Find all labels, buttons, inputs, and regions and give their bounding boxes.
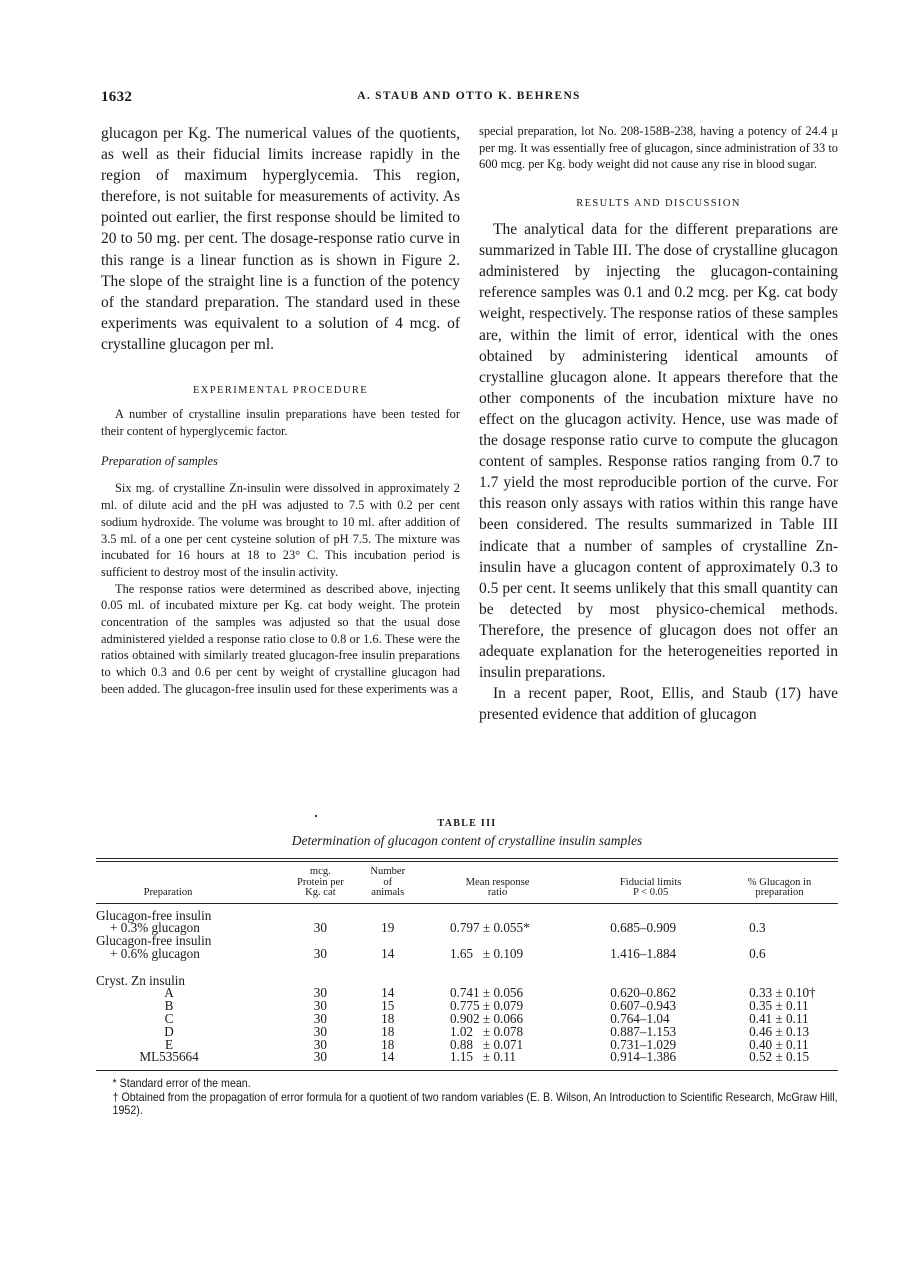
cell-fiducial: 0.887–1.153 — [610, 1023, 677, 1039]
cell-mcg: 30 — [313, 1049, 327, 1065]
cell-preparation: E — [165, 1036, 174, 1052]
cell-percent-glucagon: 0.33 ± 0.10† — [749, 985, 816, 1001]
footnote-asterisk: * Standard error of the mean. — [112, 1077, 251, 1091]
cell-fiducial: 0.764–1.04 — [610, 1011, 670, 1027]
cell-mean-ratio: 1.65 ± 0.109 — [449, 945, 524, 961]
cell-preparation: C — [164, 1011, 174, 1027]
cell-fiducial: 0.731–1.029 — [610, 1036, 677, 1052]
table-bottom-rule — [96, 1070, 838, 1071]
results-paragraph-2: In a recent paper, Root, Ellis, and Staub (17) have presented evidence that addition of glucagon — [479, 685, 838, 724]
header-percent-glucagon: % Glucagon in preparation — [747, 876, 812, 898]
table-row — [96, 1051, 838, 1064]
cell-mean-ratio: 1.02 ± 0.078 — [449, 1023, 524, 1039]
table-iii — [96, 818, 838, 1117]
page-number: 1632 — [101, 89, 133, 105]
cell-mcg: 30 — [313, 1036, 327, 1052]
cell-preparation: D — [164, 1023, 174, 1039]
cell-mcg: 30 — [313, 985, 327, 1001]
cell-percent-glucagon: 0.52 ± 0.15 — [749, 1049, 810, 1065]
cell-percent-glucagon: 0.40 ± 0.11 — [749, 1036, 809, 1052]
table-label: TABLE III — [437, 818, 497, 829]
cell-mcg: 30 — [313, 1023, 327, 1039]
cell-fiducial: 0.914–1.386 — [610, 1049, 677, 1065]
cell-animals: 14 — [381, 945, 395, 961]
header-number-of-animals: Number of animals — [370, 866, 406, 898]
cell-preparation: + 0.3% glucagon — [110, 920, 200, 936]
cell-mean-ratio: 0.775 ± 0.079 — [449, 998, 524, 1014]
results-paragraph-1: The analytical data for the different preparations are summarized in Table III. The dose of crystalline glucagon administered by injecting the glucagon-containing reference samples was 0.1 and 0.2 mcg. per Kg. cat body weight, respectively. The response ratios of these samples are, within the limit of error, identical with the ones obtained by administering identical amounts of crystalline glucagon alone. It appears therefore that the other components of the incubation mixture have no effect on the glucagon activity. Hence, use was made of the dosage response ratio curve to compute the glucagon content of samples. Response ratios ranging from 0.7 to 1.7 yield the most reproducible portion of the curve. For this reason only assays with ratios within this range have been considered. The results summarized in Table III indicate that a number of samples of crystalline Zn-insulin have a glucagon content of approximately 0.3 to 0.5 per cent. It seems unlikely that this small quantity can be detected by most physico-chemical methods. Therefore, the presence of glucagon does not offer an adequate explanation for the heterogeneities reported in insulin preparations. — [479, 221, 838, 682]
cell-percent-glucagon: 0.35 ± 0.11 — [749, 998, 809, 1014]
cell-fiducial: 0.607–0.943 — [610, 998, 677, 1014]
cell-preparation: A — [164, 985, 174, 1001]
cell-mean-ratio: 0.902 ± 0.066 — [449, 1011, 524, 1027]
data-table — [96, 862, 838, 1064]
cell-fiducial: 0.685–0.909 — [610, 920, 677, 936]
cell-preparation: B — [164, 998, 174, 1014]
page-header — [101, 89, 837, 109]
cell-fiducial: 1.416–1.884 — [610, 945, 677, 961]
header-mcg-protein: mcg. Protein per Kg. cat — [296, 866, 344, 898]
procedure-intro-paragraph: A number of crystalline insulin preparations have been tested for their content of hyperglycemic factor. — [101, 407, 460, 438]
footnote-dagger: † Obtained from the propagation of error formula for a quotient of two random variables (E. B. Wilson, An Introduction to Scientific Research, McGraw Hill, 1952). — [112, 1090, 838, 1118]
cell-preparation: Glucagon-free insulin — [96, 933, 212, 949]
cell-mean-ratio: 0.741 ± 0.056 — [449, 985, 524, 1001]
cell-animals: 15 — [381, 998, 395, 1014]
cell-animals: 18 — [381, 1036, 395, 1052]
cell-fiducial: 0.620–0.862 — [610, 985, 677, 1001]
continuation-paragraph: special preparation, lot No. 208-158B-238, having a potency of 24.4 μ per mg. It was essentially free of glucagon, since administration of 33 to 600 mcg. per Kg. body weight did not cause any rise in blood sugar. — [479, 124, 838, 172]
cell-percent-glucagon: 0.46 ± 0.13 — [749, 1023, 810, 1039]
table-footnotes — [96, 1077, 839, 1117]
stray-mark — [315, 815, 317, 817]
cell-mcg: 30 — [313, 945, 327, 961]
header-mean-response-ratio: Mean response ratio — [465, 876, 530, 898]
running-head: A. STAUB AND OTTO K. BEHRENS — [357, 90, 581, 102]
section-heading-experimental: EXPERIMENTAL PROCEDURE — [192, 385, 369, 397]
table-row — [96, 948, 838, 961]
samples-paragraph-1: Six mg. of crystalline Zn-insulin were dissolved in approximately 2 ml. of dilute acid and the pH was adjusted to 7.5 with 0.2 per cent sodium hydroxide. The volume was brought to 10 ml. after addition of 3.5 ml. of a one per cent cysteine solution of pH 7.5. The mixture was incubated for 16 hours at 18 to 23° C. This incubation period is sufficient to destroy most of the insulin activity. — [101, 481, 460, 579]
cell-mcg: 30 — [313, 998, 327, 1014]
cell-preparation: ML535664 — [139, 1049, 199, 1065]
header-preparation: Preparation — [143, 887, 193, 898]
cell-animals: 18 — [381, 1023, 395, 1039]
cell-animals: 18 — [381, 1011, 395, 1027]
cell-mcg: 30 — [313, 920, 327, 936]
cell-animals: 14 — [381, 985, 395, 1001]
cell-mean-ratio: 0.797 ± 0.055* — [449, 920, 530, 936]
left-column — [101, 123, 460, 698]
subheading-preparation-of-samples: Preparation of samples — [101, 454, 218, 469]
samples-paragraph-2: The response ratios were determined as described above, injecting 0.05 ml. of incubated mixture per Kg. cat body weight. The protein concentration of the samples was adjusted so that the usual dose administered yielded a response ratio close to 0.8 or 1.6. These were the ratios obtained with similarly treated glucagon-free insulin preparations to which 0.3 and 0.6 per cent by weight of crystalline glucagon had been added. The glucagon-free insulin used for these experiments was a — [101, 581, 460, 696]
section-heading-results: RESULTS AND DISCUSSION — [576, 198, 741, 210]
table-header-row — [96, 862, 838, 903]
group-label-cryst-zn-insulin: Cryst. Zn insulin — [96, 972, 186, 988]
cell-preparation: Glucagon-free insulin — [96, 907, 212, 923]
cell-animals: 14 — [381, 1049, 395, 1065]
cell-mean-ratio: 1.15 ± 0.11 — [449, 1049, 517, 1065]
cell-mean-ratio: 0.88 ± 0.071 — [449, 1036, 524, 1052]
cell-percent-glucagon: 0.6 — [749, 945, 766, 961]
cell-percent-glucagon: 0.3 — [749, 920, 766, 936]
header-fiducial-limits: Fiducial limits P < 0.05 — [619, 876, 682, 898]
cell-percent-glucagon: 0.41 ± 0.11 — [749, 1011, 809, 1027]
cell-mcg: 30 — [313, 1011, 327, 1027]
cell-preparation: + 0.6% glucagon — [110, 945, 200, 961]
right-column — [479, 123, 838, 725]
cell-animals: 19 — [381, 920, 395, 936]
intro-paragraph: glucagon per Kg. The numerical values of the quotients, as well as their fiducial limits increase rapidly in the region of maximum hyperglycemia. This region, therefore, is not suitable for measurements of activity. As pointed out earlier, the first response should be limited to 20 to 50 mg. per cent. The dosage-response ratio curve in this range is a linear function as is shown in Figure 2. The slope of the straight line is a function of the potency of the standard preparation. The standard used in these experiments was equivalent to a solution of 4 mcg. of crystalline glucagon per ml. — [101, 125, 460, 353]
table-caption: Determination of glucagon content of crystalline insulin samples — [291, 833, 643, 848]
